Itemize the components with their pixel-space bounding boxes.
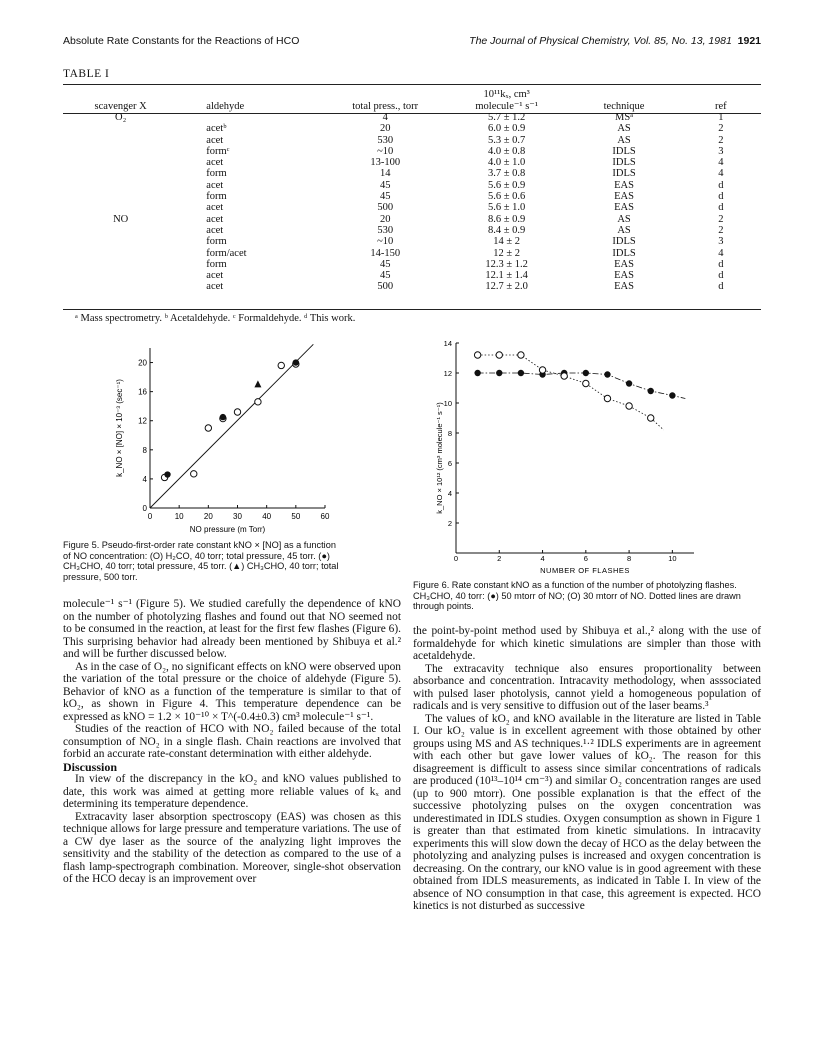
table-cell: 8.6 ± 0.9 (488, 213, 526, 225)
paragraph: In view of the discrepancy in the kO₂ and kNO values published to date, this work was aimed at getting more reliable values of kₓ and determining its temperature dependence. (63, 773, 401, 810)
table-cell (178, 112, 324, 123)
running-header: Absolute Rate Constants for the Reactions of HCO (63, 35, 300, 47)
x-tick-label: 30 (233, 512, 242, 521)
y-tick-label: 8 (447, 429, 452, 438)
table-cell: 500 (377, 202, 394, 214)
paragraph: Extracavity laser absorption spectroscopy (EAS) was chosen as this technique allows for large pressure and temperature variations. The use of a CW dye laser as the source of the analyzing light improves the sensitivity and the stability of the detection as compared to the use of a flash lamp-spectrograph combination. Moreover, single-shot observation of the HCO decay is an improvement over (63, 810, 401, 885)
table-cell: acet (206, 281, 224, 293)
table-cell: IDLS (612, 236, 636, 248)
table-row (63, 191, 761, 202)
table-cell: d (718, 179, 724, 191)
col-header-line: 10¹¹kₓ, cm³ (483, 89, 530, 101)
table-cell: EAS (614, 270, 634, 282)
table-row (63, 225, 761, 236)
table-cell: 2 (718, 134, 724, 146)
table-cell: form (206, 191, 227, 203)
table-cell: 5.7 ± 1.2 (488, 112, 526, 123)
table-cell: 5.6 ± 1.0 (488, 202, 526, 214)
table-cell: d (718, 202, 724, 214)
table-cell: acet (206, 202, 224, 214)
data-point (254, 380, 261, 387)
table-cell: 45 (379, 191, 391, 203)
table-top-rule (63, 84, 761, 85)
x-axis-label: NO pressure (m Torr) (189, 525, 266, 534)
table-cell: 3.7 ± 0.8 (488, 168, 526, 180)
series-line (478, 373, 686, 399)
table-cell (63, 236, 178, 247)
table-cell: AS (617, 213, 631, 225)
table-cell: 2 (718, 224, 724, 236)
data-point (293, 359, 299, 365)
table-cell: 5.3 ± 0.7 (488, 134, 526, 146)
col-header (446, 86, 567, 112)
table-cell (63, 225, 178, 236)
y-tick-label: 2 (447, 519, 452, 528)
table-row (63, 112, 761, 123)
x-tick-label: 4 (540, 554, 545, 563)
data-point (626, 380, 632, 386)
x-tick-label: 0 (147, 512, 153, 521)
table-cell: acet (206, 270, 224, 282)
table-cell: 1 (718, 112, 724, 123)
table-cell: 13-100 (370, 157, 401, 169)
x-tick-label: 0 (453, 554, 459, 563)
paragraph: The values of kO₂ and kNO available in the literature are listed in Table I. Our kO₂ value is in excellent agreement with those obtained by other groups using MS and AS techniques.¹·² IDLS experiments are in agreement with each other but gave lower values of kO₂. The reason for this disagreement is difficult to assess since similar concentrations of radicals are produced (10¹³–10¹⁴ cm⁻³) and similar O₂ concentration ranges are used (up to 900 mtorr). One possible explanation is that the effect of the successive photolyzing pulses on the oxygen concentration was underestimated in IDLS studies. Oxygen consumption as shown in Figure 1 is greater than that estimated from kinetic simulations. In intracavity experiments this will slow down the decay of HCO as the delay between the photolyzing and analyzing pulses is increased and oxygen concentration is decreasing. On the contrary, our kNO value is in good agreement with these obtained from IDLS measurements, as indicated in Table I. In view of the absence of NO consumption in that case, this agreement is expected. HCO kinetics is not disturbed as successive (413, 712, 761, 912)
data-point (474, 352, 480, 358)
data-point (583, 370, 589, 376)
data-point (191, 471, 197, 477)
table-cell (63, 146, 178, 157)
table-cell: AS (617, 134, 631, 146)
paragraph: molecule⁻¹ s⁻¹ (Figure 5). We studied carefully the dependence of kNO on the number of photolyzing flashes and found out that NO seemed not to be consumed in the reaction, at least for the first few flashes (Figure 6). This surprising behavior had already been mentioned by Shibuya et al.² and will be further discussed below. (63, 598, 401, 660)
table-cell: d (718, 270, 724, 282)
left-column (63, 598, 401, 886)
table-cell: 45 (379, 258, 391, 270)
table-row (63, 180, 761, 191)
paragraph: Studies of the reaction of HCO with NO₂ failed because of the total consumption of NO₂ in a single flash. Chain reactions are involved that forbid an accurate rate-constant determination with either aldehyde. (63, 723, 401, 760)
table-cell: IDLS (612, 157, 636, 169)
table-cell: 20 (379, 123, 391, 135)
y-tick-label: 14 (443, 339, 452, 348)
table-cell: AS (617, 123, 631, 135)
table-cell: AS (617, 224, 631, 236)
table-cell: IDLS (612, 168, 636, 180)
table-cell: 4 (718, 247, 724, 259)
table-cell: 4.0 ± 0.8 (488, 145, 526, 157)
table-row (63, 168, 761, 179)
data-point (278, 362, 284, 368)
x-tick-label: 50 (291, 512, 301, 521)
table-cell: 3 (718, 236, 724, 248)
col-header: total press., torr (352, 100, 419, 112)
table-cell: 12 ± 2 (493, 247, 521, 259)
col-header-line: molecule⁻¹ s⁻¹ (475, 100, 538, 112)
table-cell: 14-150 (370, 247, 401, 259)
rate-constant-table (63, 86, 761, 293)
table-cell: acet (206, 134, 224, 146)
table-cell: d (718, 281, 724, 293)
x-tick-label: 10 (668, 554, 677, 563)
data-point (539, 367, 545, 373)
table-cell: 5.6 ± 0.9 (488, 179, 526, 191)
series-line (478, 355, 664, 430)
table-row (63, 146, 761, 157)
table-cell: IDLS (612, 247, 636, 259)
table-footnote: ᵃ Mass spectrometry. ᵇ Acetaldehyde. ᶜ Formaldehyde. ᵈ This work. (75, 313, 356, 324)
data-point (669, 392, 675, 398)
table-cell: 4.0 ± 1.0 (488, 157, 526, 169)
table-cell: 4 (718, 168, 724, 180)
table-row (63, 236, 761, 247)
y-tick-label: 4 (447, 489, 452, 498)
data-point (234, 409, 240, 415)
data-point (496, 370, 502, 376)
col-header: ref (715, 100, 727, 112)
table-cell (63, 191, 178, 202)
data-point (561, 373, 567, 379)
table-cell: ~10 (377, 236, 394, 248)
table-cell (63, 281, 178, 292)
table-cell: 12.1 ± 1.4 (485, 270, 528, 282)
table-cell: 6.0 ± 0.9 (488, 123, 526, 135)
table-cell: acet (206, 157, 224, 169)
table-row (63, 270, 761, 281)
col-header: aldehyde (206, 100, 245, 112)
y-tick-label: 8 (142, 445, 147, 455)
y-tick-label: 4 (142, 474, 147, 484)
table-cell: 530 (377, 134, 394, 146)
table-cell: 2 (718, 213, 724, 225)
table-row (63, 157, 761, 168)
data-point (583, 380, 589, 386)
table-cell: EAS (614, 202, 634, 214)
data-point (220, 414, 226, 420)
table-cell: 8.4 ± 0.9 (488, 224, 526, 236)
data-point (164, 471, 170, 477)
table-cell: form (206, 236, 227, 248)
table-cell: 14 (379, 168, 391, 180)
data-point (518, 352, 524, 358)
x-tick-label: 40 (262, 512, 272, 521)
y-tick-label: 20 (138, 358, 147, 368)
data-point (648, 388, 654, 394)
table-cell (63, 180, 178, 191)
figure-6-caption: Figure 6. Rate constant kNO as a function of the number of photolyzing flashes. CH₃CHO, 40 torr: (●) 50 mtorr of NO; (O) 30 mtorr of NO. Dotted lines are drawn through points. (413, 580, 741, 612)
figure-6-chart (432, 335, 702, 580)
table-body (63, 112, 761, 293)
paragraph: As in the case of O₂, no significant effects on kNO were observed upon the variation of the total pressure or the choice of aldehyde (Figure 5). Behavior of kNO as a function of the temperature is similar to that of kO₂, as shown in Figure 4. This temperature dependence can be expressed as kNO = 1.2 × 10⁻¹⁰ × T^(-0.4±0.3) cm³ molecule⁻¹ s⁻¹. (63, 660, 401, 723)
table-label: TABLE I (63, 68, 110, 80)
data-point (255, 399, 261, 405)
table-row (63, 248, 761, 259)
data-point (604, 395, 610, 401)
table-row (63, 202, 761, 213)
table-cell: 12.7 ± 2.0 (485, 281, 528, 293)
table-cell: EAS (614, 191, 634, 203)
y-tick-label: 12 (443, 369, 452, 378)
table-cell (63, 259, 178, 270)
x-tick-label: 2 (497, 554, 502, 563)
x-tick-label: 10 (174, 512, 184, 521)
x-tick-label: 60 (320, 512, 330, 521)
table-row (63, 214, 761, 225)
table-cell: 12.3 ± 1.2 (485, 258, 528, 270)
table-row (63, 123, 761, 134)
y-tick-label: 16 (138, 387, 147, 397)
table-cell: IDLS (612, 145, 636, 157)
section-heading: Discussion (63, 759, 118, 774)
table-cell: acetᵇ (206, 123, 227, 135)
y-tick-label: 6 (447, 459, 452, 468)
data-point (648, 415, 654, 421)
table-row (63, 135, 761, 146)
figure-5-caption: Figure 5. Pseudo-first-order rate constant kNO × [NO] as a function of NO concentration: (O) H₂CO, 40 torr; total pressure, 45 torr. (●) CH₃CHO, 40 torr; total pressure, 45 torr. (▲) CH₃CHO, 40 torr; total pressure, 500 torr. (63, 540, 339, 582)
table-cell: 14 ± 2 (493, 236, 521, 248)
table-cell: 4 (718, 157, 724, 169)
table-cell: d (718, 191, 724, 203)
x-tick-label: 8 (627, 554, 632, 563)
table-cell: 5.6 ± 0.6 (488, 191, 526, 203)
table-cell: EAS (614, 281, 634, 293)
paragraph: The extracavity technique also ensures proportionality between absorbance and concentration. Intracavity methodology, when asssociated with pulsed laser photolysis, cannot yield a homogeneous population of radicals and is very sensitive to diffusion out of the laser beams.³ (413, 662, 761, 712)
table-cell: form/acet (206, 247, 247, 259)
x-axis-label: NUMBER OF FLASHES (540, 566, 630, 575)
table-cell: acet (206, 179, 224, 191)
data-point (604, 371, 610, 377)
page-number: 1921 (737, 35, 761, 47)
table-header-row (63, 86, 761, 112)
table-cell (63, 270, 178, 281)
journal-citation (469, 35, 761, 47)
table-cell (63, 123, 178, 134)
table-cell (63, 168, 178, 179)
table-cell (63, 248, 178, 259)
x-tick-label: 20 (203, 512, 213, 521)
table-cell: form (206, 258, 227, 270)
table-cell: MSᵃ (615, 112, 634, 123)
table-cell: 530 (377, 224, 394, 236)
data-point (518, 370, 524, 376)
table-cell: 45 (379, 179, 391, 191)
figure-5-chart (110, 338, 340, 538)
data-point (626, 403, 632, 409)
y-tick-label: 0 (142, 504, 147, 513)
table-cell: EAS (614, 258, 634, 270)
table-cell: formᶜ (206, 145, 230, 157)
col-header: technique (603, 100, 645, 112)
table-cell: ~10 (377, 145, 394, 157)
journal-name: The Journal of Physical Chemistry, Vol. 85, No. 13, 1981 (469, 35, 732, 47)
table-cell: form (206, 168, 227, 180)
y-tick-label: 10 (443, 399, 452, 408)
table-cell: acet (206, 224, 224, 236)
data-point (205, 425, 211, 431)
table-cell: 500 (377, 281, 394, 293)
fit-line (150, 344, 313, 508)
table-cell: d (718, 258, 724, 270)
data-point (474, 370, 480, 376)
table-cell (63, 202, 178, 213)
col-header: scavenger X (94, 100, 147, 112)
table-row (63, 281, 761, 292)
paragraph: the point-by-point method used by Shibuya et al.,² along with the use of formaldehyde for which kinetic simulations are simpler than those with acetaldehyde. (413, 625, 761, 662)
data-point (496, 352, 502, 358)
y-axis-label: k_NO × [NO] × 10⁻³ (sec⁻¹) (115, 379, 124, 477)
table-cell: O₂ (115, 112, 127, 123)
table-cell (63, 157, 178, 168)
table-cell: NO (113, 213, 129, 225)
table-cell: 45 (379, 270, 391, 282)
y-axis-label: k_NO × 10¹² (cm³ molecule⁻¹ s⁻¹) (435, 402, 444, 514)
table-cell: 3 (718, 145, 724, 157)
table-cell: EAS (614, 179, 634, 191)
table-bottom-rule (63, 309, 761, 310)
table-cell: 20 (379, 213, 391, 225)
table-cell: acet (206, 213, 224, 225)
table-cell: 2 (718, 123, 724, 135)
table-row (63, 259, 761, 270)
y-tick-label: 12 (138, 416, 147, 426)
x-tick-label: 6 (583, 554, 588, 563)
right-column (413, 625, 761, 913)
table-cell: 4 (382, 112, 388, 123)
table-cell (63, 135, 178, 146)
